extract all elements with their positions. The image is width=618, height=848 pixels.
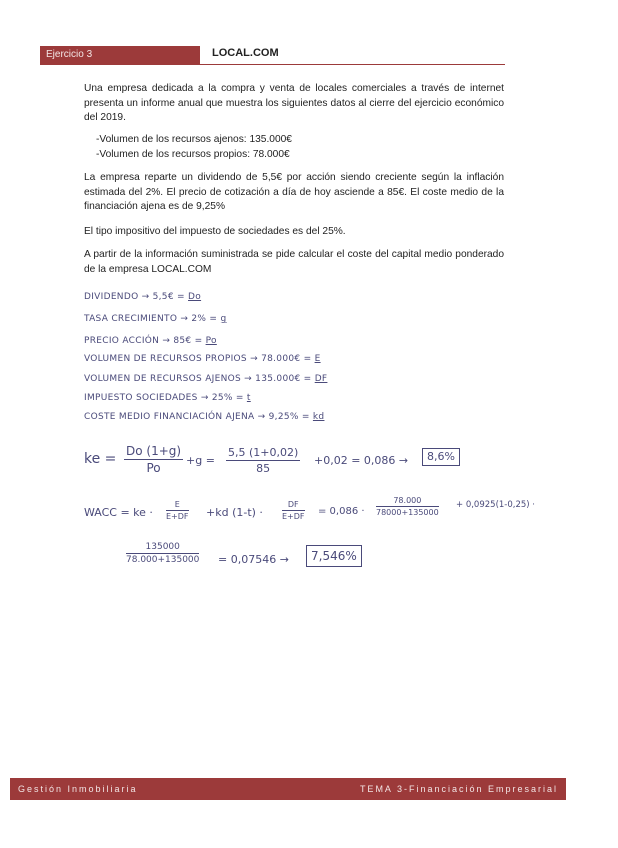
fraction-numerator: 135000 [126, 542, 199, 554]
fraction-denominator: E+DF [166, 512, 189, 521]
ke-label: ke = [84, 451, 117, 467]
tax-paragraph: El tipo impositivo del impuesto de sociedades es del 25%. [84, 226, 346, 237]
note-debt-cost: COSTE MEDIO FINANCIACIÓN AJENA → 9,25% = kd [84, 412, 325, 422]
intro-paragraph: Una empresa dedicada a la compra y venta de locales comerciales a través de internet presenta un informe anual que muestra los siguientes datos al cierre del ejercicio económico del 2019. [84, 83, 504, 123]
fraction-numerator: 78.000 [376, 496, 439, 507]
fraction-denominator: Po [146, 461, 161, 475]
footer-right: TEMA 3-Financiación Empresarial [359, 784, 558, 794]
wacc-mid: +kd (1-t) · [206, 506, 263, 519]
section-tag: Ejercicio 3 [40, 46, 200, 64]
ke-formula-fraction [124, 444, 183, 475]
note-debt: VOLUMEN DE RECURSOS AJENOS → 135.000€ = DF [84, 374, 328, 384]
wacc-debt-values [126, 542, 199, 565]
dividend-paragraph: La empresa reparte un dividendo de 5,5€ por acción siendo creciente según la inflación estimada del 2%. El precio de cotización a día de hoy asciende a 85€. El coste medio de la financiación ajena es de 9,25% [84, 172, 504, 212]
wacc-equity-values [376, 496, 439, 517]
fraction-denominator: 78.000+135000 [126, 555, 200, 565]
list-item: -Volumen de los recursos propios: 78.000€ [96, 149, 290, 160]
note-price: PRECIO ACCIÓN → 85€ = Po [84, 336, 217, 346]
wacc-label: WACC = ke · [84, 506, 153, 519]
fraction-numerator: 5,5 (1+0,02) [228, 446, 299, 459]
wacc-eq: = 0,086 · [318, 506, 365, 517]
ke-values-fraction [226, 446, 300, 475]
question-paragraph: A partir de la información suministrada se pide calcular el coste del capital medio ponderado de la empresa LOCAL.COM [84, 249, 504, 275]
wacc-debt-weight [282, 500, 305, 521]
note-tax: IMPUESTO SOCIEDADES → 25% = t [84, 393, 251, 403]
fraction-denominator: 85 [256, 462, 271, 475]
header-divider [40, 64, 505, 65]
fraction-denominator: 78000+135000 [376, 508, 439, 517]
wacc-result-text: = 0,07546 → [218, 553, 289, 566]
note-equity: VOLUMEN DE RECURSOS PROPIOS → 78.000€ = E [84, 354, 321, 364]
ke-tail: +0,02 = 0,086 → [314, 454, 409, 467]
fraction-denominator: E+DF [282, 512, 305, 521]
ke-plus-g: +g = [186, 454, 215, 467]
note-dividend: DIVIDENDO → 5,5€ = Do [84, 292, 202, 302]
wacc-tail: + 0,0925(1-0,25) · [456, 500, 536, 510]
fraction-numerator: Do (1+g) [126, 444, 182, 458]
footer-left: Gestión Inmobiliaria [18, 784, 138, 794]
wacc-equity-weight [166, 500, 189, 521]
fraction-numerator: DF [282, 500, 305, 511]
fraction-numerator: E [166, 500, 189, 511]
document-title: LOCAL.COM [212, 47, 279, 59]
ke-result-box: 8,6% [422, 448, 460, 466]
wacc-result-box: 7,546% [306, 545, 362, 567]
list-item: -Volumen de los recursos ajenos: 135.000€ [96, 134, 292, 145]
note-growth: TASA CRECIMIENTO → 2% = g [84, 314, 227, 324]
footer-bar [10, 778, 566, 800]
